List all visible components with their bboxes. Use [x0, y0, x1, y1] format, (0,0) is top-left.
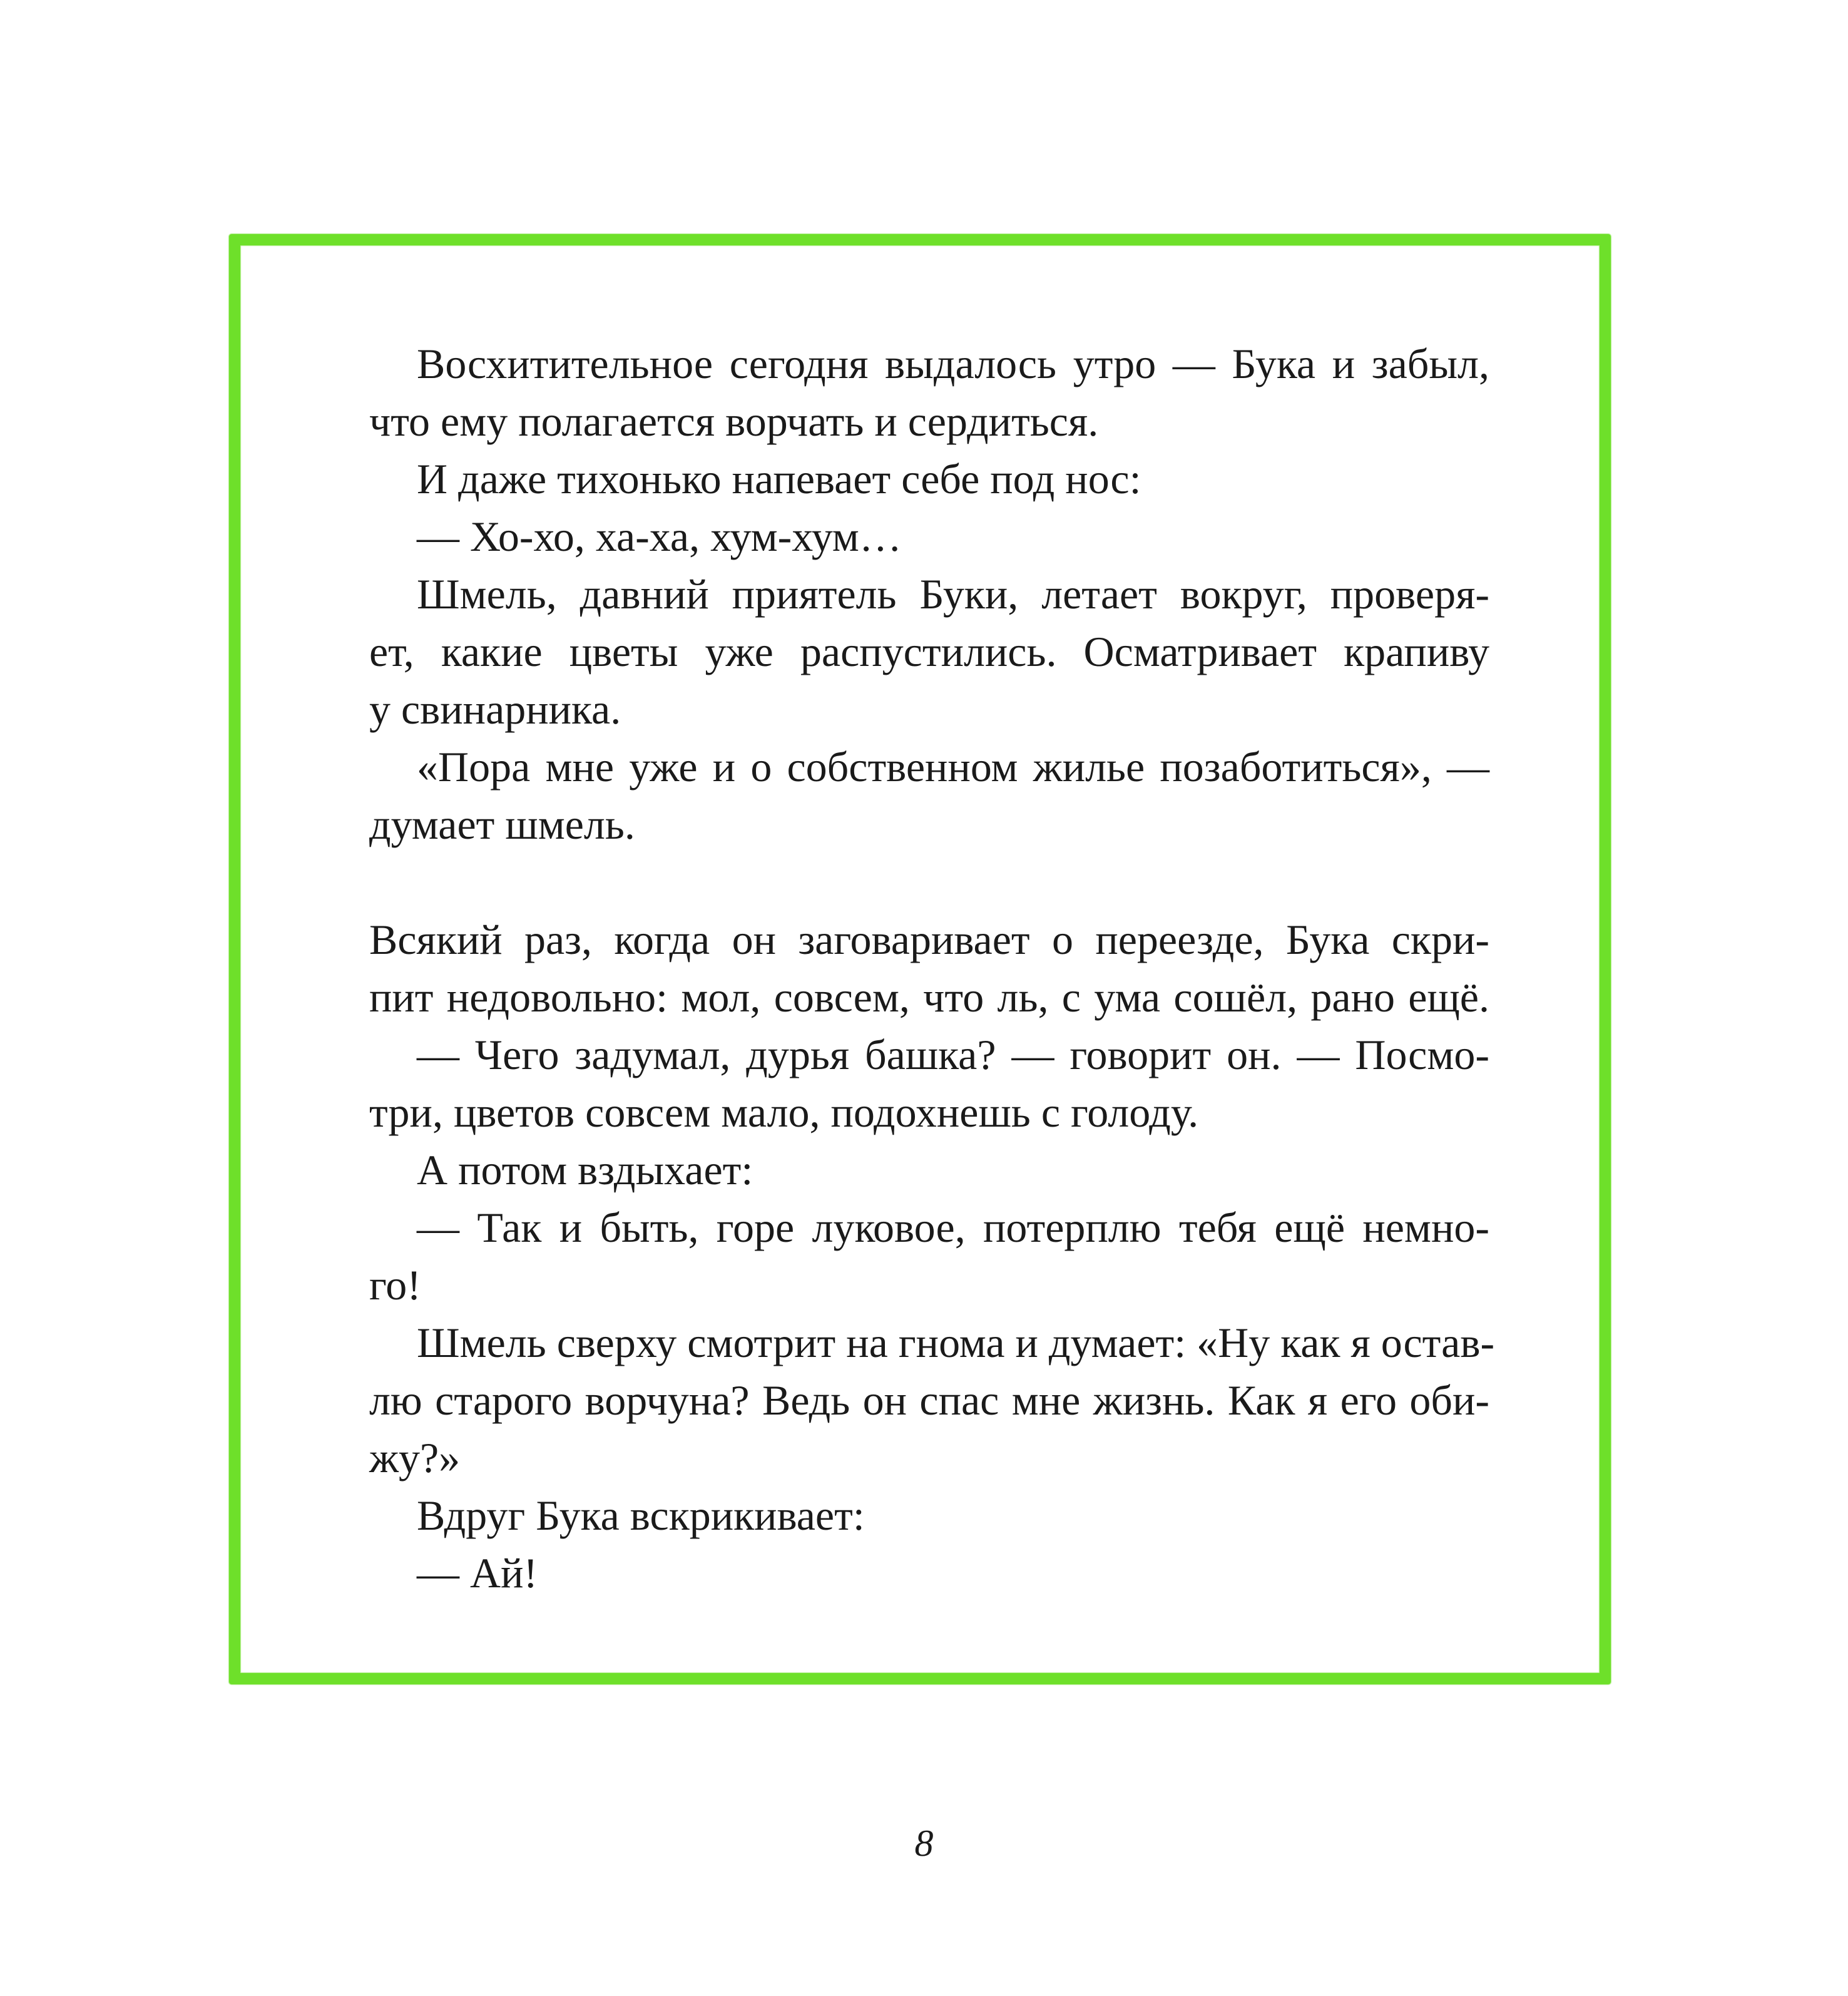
text-line: ет, какие цветы уже распустились. Осматривает крапиву — [369, 628, 1489, 675]
paragraph-3 — [369, 508, 1489, 565]
text-line: Шмель сверху смотрит на гнома и думает: «Ну как я остав- — [417, 1319, 1495, 1366]
text-line: у свинарника. — [369, 685, 621, 733]
text-line: пит недовольно: мол, совсем, что ль, с ума сошёл, рано ещё. — [369, 973, 1489, 1021]
text-line: Вдруг Бука вскрикивает: — [417, 1492, 865, 1539]
page-number: 8 — [914, 1823, 934, 1864]
text-line: Всякий раз, когда он заговаривает о переезде, Бука скри- — [369, 916, 1489, 963]
text-line: «Пора мне уже и о собственном жилье позаботиться», — — [417, 743, 1489, 791]
text-line: жу?» — [369, 1434, 461, 1482]
story-text — [369, 335, 1495, 1602]
section-gap — [369, 853, 1489, 911]
text-line: — Так и быть, горе луковое, потерплю тебя ещё немно- — [417, 1204, 1489, 1251]
text-line: — Чего задумал, дурья башка? — говорит он. — Посмо- — [417, 1031, 1489, 1078]
text-line: — Ай! — [417, 1549, 538, 1597]
text-line: Восхитительное сегодня выдалось утро — Бука и забыл, — [417, 340, 1489, 387]
paragraph-7 — [369, 1026, 1489, 1141]
paragraph-5 — [369, 738, 1489, 853]
paragraph-6 — [369, 911, 1489, 1026]
text-line: лю старого ворчуна? Ведь он спас мне жизнь. Как я его оби- — [369, 1376, 1489, 1424]
text-line: думает шмель. — [369, 801, 635, 848]
paragraph-10 — [369, 1314, 1495, 1487]
paragraph-8 — [369, 1141, 1489, 1199]
text-line: — Хо-хо, ха-ха, хум-хум… — [417, 513, 902, 560]
text-line: го! — [369, 1261, 421, 1309]
paragraph-4 — [369, 565, 1489, 738]
text-line: что ему полагается ворчать и сердиться. — [369, 397, 1099, 445]
paragraph-9 — [369, 1199, 1489, 1314]
paragraph-1 — [369, 335, 1489, 450]
paragraph-11 — [369, 1487, 1489, 1544]
paragraph-12 — [369, 1544, 1489, 1602]
text-line: А потом вздыхает: — [417, 1146, 753, 1194]
text-line: И даже тихонько напевает себе под нос: — [417, 455, 1141, 503]
text-line: Шмель, давний приятель Буки, летает вокруг, проверя- — [417, 570, 1489, 618]
paragraph-2 — [369, 450, 1489, 508]
text-line: три, цветов совсем мало, подохнешь с голоду. — [369, 1088, 1199, 1136]
